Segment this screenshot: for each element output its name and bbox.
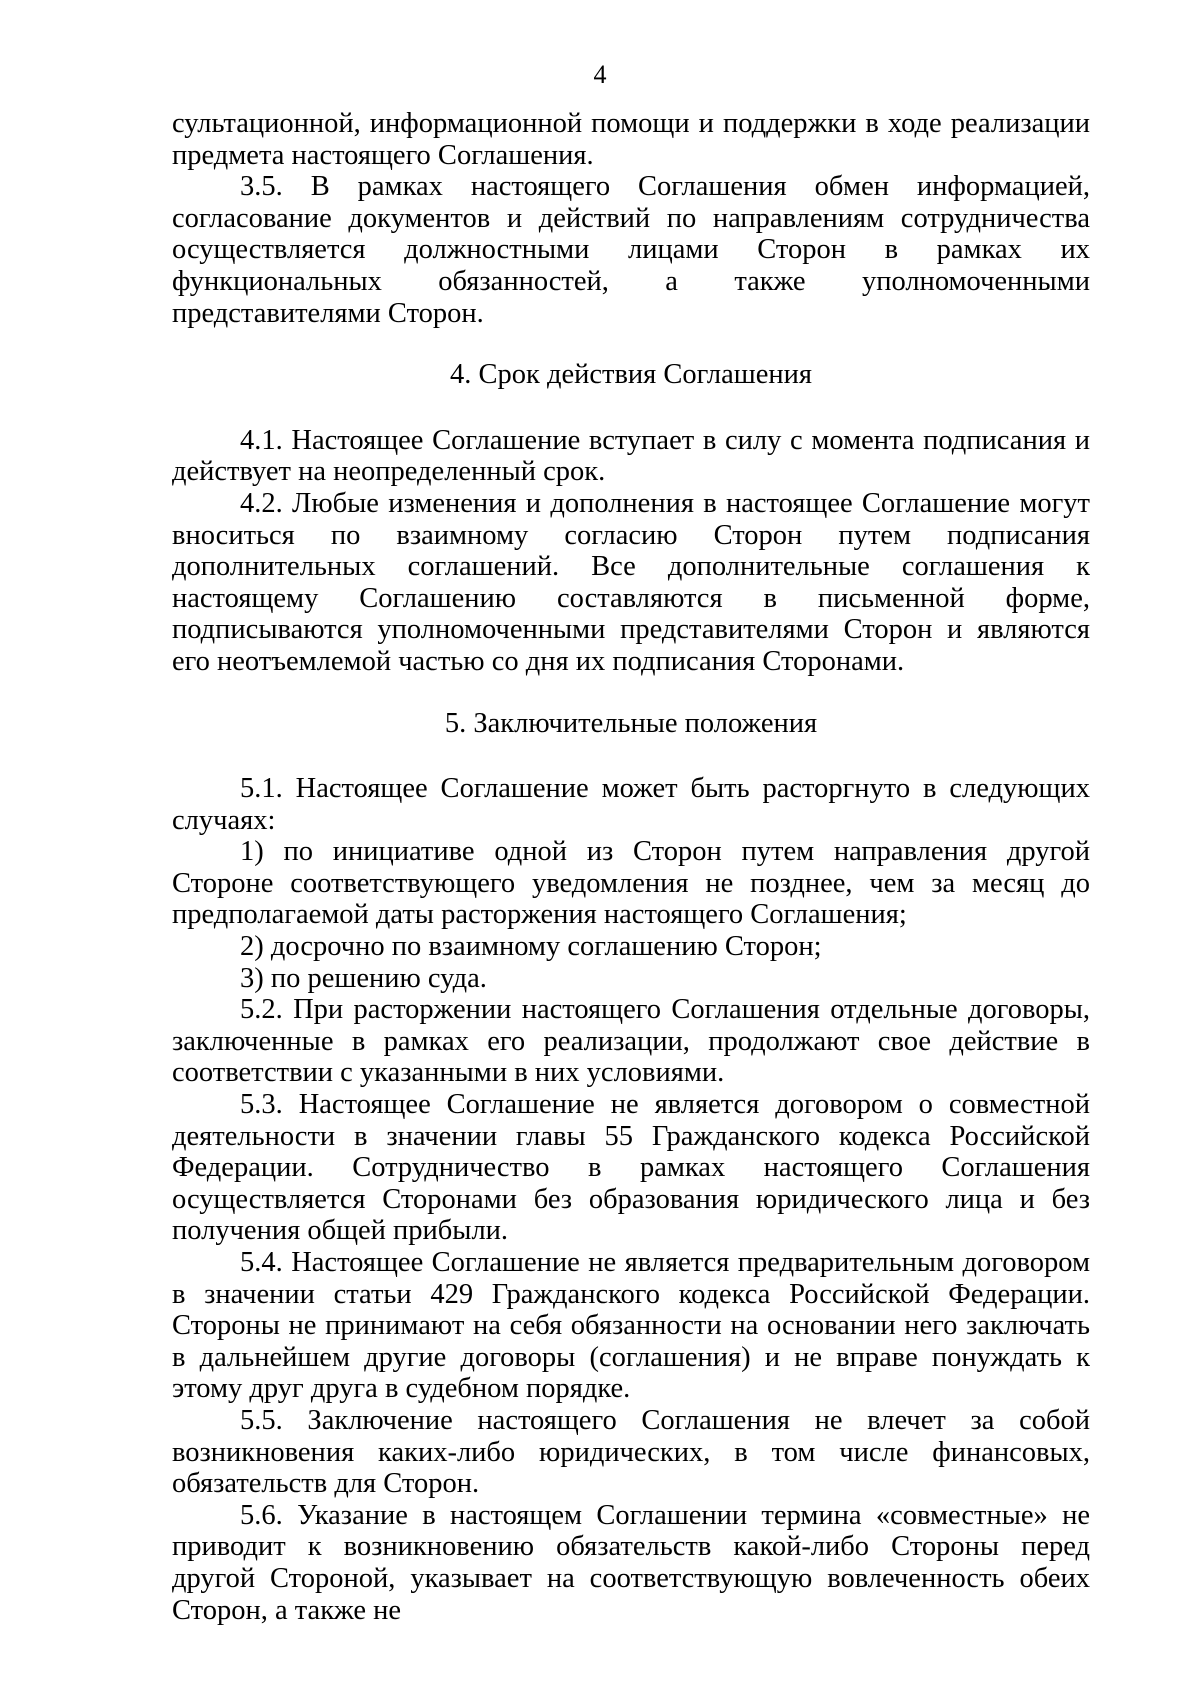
clause-5-4: 5.4. Настоящее Соглашение не является предварительным договором в значении статьи 429 Гражданского кодекса Российской Федерации. Стороны не принимают на себя обязанности на основании него заключать в дальнейшем другие договоры (соглашения) и не вправе понуждать к этому друг друга в судебном порядке. [172,1247,1090,1405]
clause-5-1: 5.1. Настоящее Соглашение может быть расторгнуто в следующих случаях: [172,773,1090,836]
continuation-paragraph: сультационной, информационной помощи и поддержки в ходе реализации предмета настоящего Соглашения. [172,108,1090,171]
page-number: 4 [593,60,607,89]
clause-5-6: 5.6. Указание в настоящем Соглашении термина «совместные» не приводит к возникновению обязательств какой-либо Стороны перед другой Стороной, указывает на соответствующую вовлеченность обеих Сторон, а также не [172,1499,1090,1626]
clause-4-2: 4.2. Любые изменения и дополнения в настоящее Соглашение могут вноситься по взаимному согласию Сторон путем подписания дополнительных соглашений. Все дополнительные соглашения к настоящему Соглашению составляются в письменной форме, подписываются уполномоченными представителями Сторон и являются его неотъемлемой частью со дня их подписания Сторонами. [172,487,1090,677]
clause-5-3: 5.3. Настоящее Соглашение не является договором о совместной деятельности в значении главы 55 Гражданского кодекса Российской Федерации. Сотрудничество в рамках настоящего Соглашения осуществляется Сторонами без образования юридического лица и без получения общей прибыли. [172,1089,1090,1247]
document-body [172,108,1090,1626]
clause-5-5: 5.5. Заключение настоящего Соглашения не влечет за собой возникновения каких-либо юридических, в том числе финансовых, обязательств для Сторон. [172,1404,1090,1500]
clause-4-1: 4.1. Настоящее Соглашение вступает в силу с момента подписания и действует на неопределенный срок. [172,424,1090,488]
list-item-2: 2) досрочно по взаимному соглашению Сторон; [240,931,822,963]
section-heading-4: 4. Срок действия Соглашения [449,359,812,391]
list-item-1: 1) по инициативе одной из Сторон путем направления другой Стороне соответствующего уведомления не позднее, чем за месяц до предполагаемой даты расторжения настоящего Соглашения; [172,836,1090,931]
clause-3-5: 3.5. В рамках настоящего Соглашения обмен информацией, согласование документов и действий по направлениям сотрудничества осуществляется должностными лицами Сторон в рамках их функциональных обязанностей, а также уполномоченными представителями Сторон. [172,171,1090,329]
section-heading-5: 5. Заключительные положения [444,707,818,739]
clause-5-2: 5.2. При расторжении настоящего Соглашения отдельные договоры, заключенные в рамках его реализации, продолжают свое действие в соответствии с указанными в них условиями. [172,994,1090,1089]
list-item-3: 3) по решению суда. [240,962,487,994]
